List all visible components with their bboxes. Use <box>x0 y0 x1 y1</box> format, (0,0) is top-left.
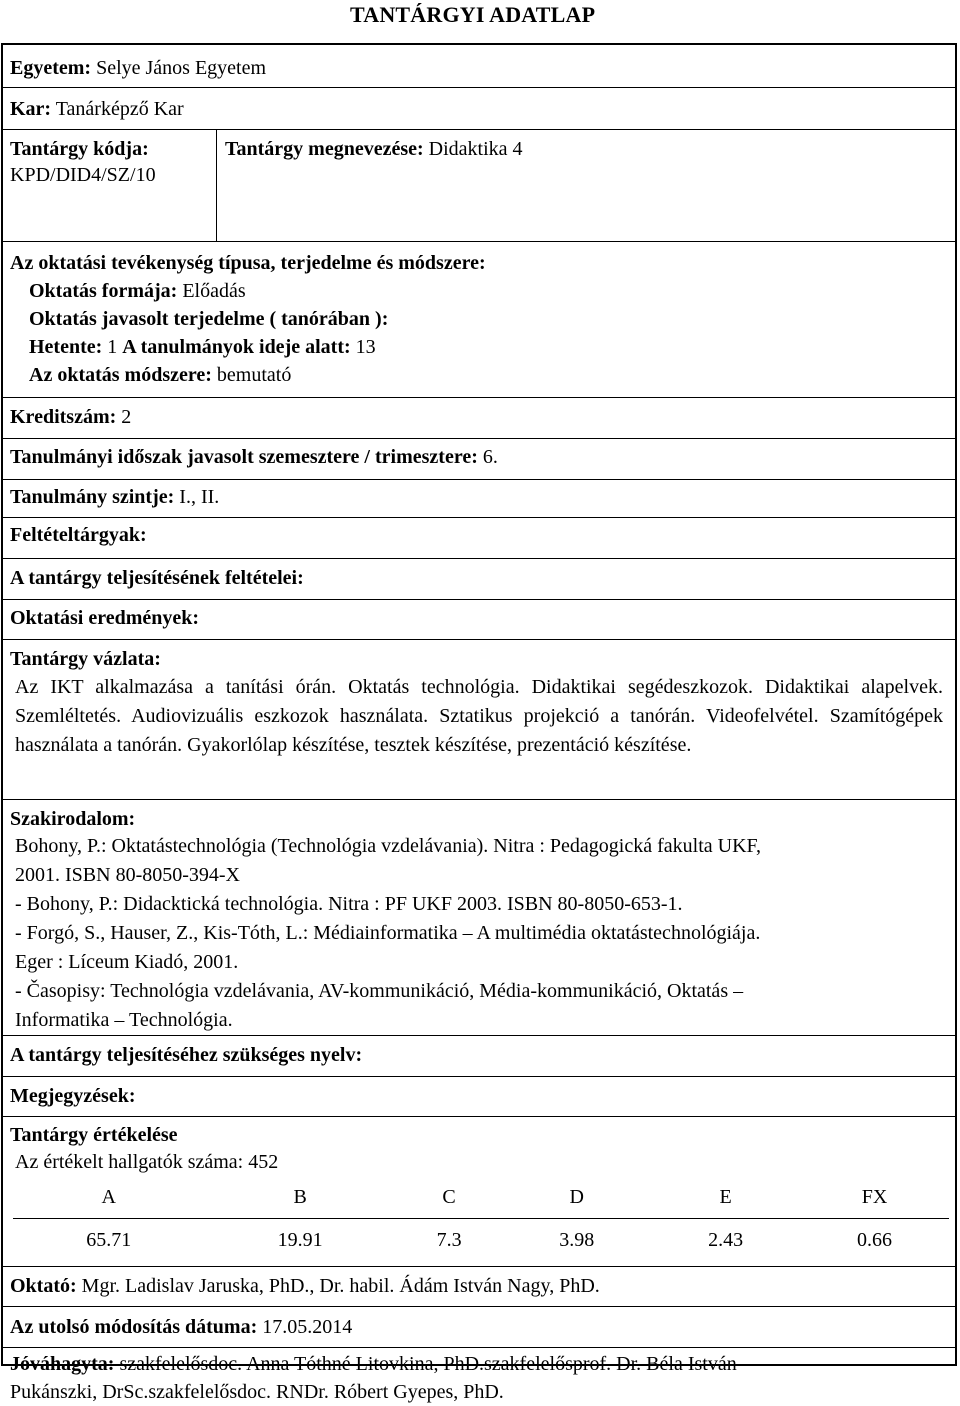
course-code-value: KPD/DID4/SZ/10 <box>10 164 156 186</box>
course-row <box>3 130 955 242</box>
grade-header: B <box>204 1176 395 1219</box>
course-row-divider <box>216 130 217 241</box>
grade-percentage: 7.3 <box>436 1228 462 1251</box>
grade-header-row <box>13 1176 949 1219</box>
weekly-value: 1 <box>107 336 118 358</box>
scope-label: Oktatás javasolt terjedelme ( tanórában ): <box>29 308 389 330</box>
modified-label: Az utolsó módosítás dátuma: <box>10 1316 258 1338</box>
approved-row <box>3 1348 955 1403</box>
level-label: Tanulmány szintje: <box>10 486 175 508</box>
language-label: A tantárgy teljesítéséhez szükséges nyelv: <box>10 1044 363 1066</box>
prerequisites-label: Feltételtárgyak: <box>10 524 147 546</box>
grade-percentage: 0.66 <box>857 1228 893 1251</box>
grade-percentage: 65.71 <box>86 1228 132 1251</box>
grade-percentage-row <box>13 1219 949 1262</box>
term-row <box>3 439 955 480</box>
literature-label: Szakirodalom: <box>10 808 136 830</box>
activity-heading: Az oktatási tevékenység típusa, terjedelme és módszere: <box>10 252 486 274</box>
completion-label: A tantárgy teljesítésének feltételei: <box>10 567 304 589</box>
outline-label: Tantárgy vázlata: <box>10 648 161 670</box>
datasheet-frame <box>1 43 957 1403</box>
literature-item: 2001. ISBN 80-8050-394-X <box>15 864 240 886</box>
faculty-value: Tanárképző Kar <box>55 98 184 120</box>
semester-label: A tanulmányok ideje alatt: <box>122 336 351 358</box>
form-label: Oktatás formája: <box>29 280 178 302</box>
term-value: 6. <box>482 446 498 468</box>
literature-item: - Bohony, P.: Didacktická technológia. Nitra : PF UKF 2003. ISBN 80-8050-653-1. <box>15 893 683 915</box>
evaluated-students: Az értékelt hallgatók száma: 452 <box>15 1151 279 1173</box>
teacher-value: Mgr. Ladislav Jaruska, PhD., Dr. habil. Ádám István Nagy, PhD. <box>81 1275 600 1297</box>
course-code-label: Tantárgy kódja: <box>10 138 149 160</box>
literature-item: Eger : Líceum Kiadó, 2001. <box>15 951 239 973</box>
grade-header: C <box>396 1176 502 1219</box>
literature-item: - Časopisy: Technológia vzdelávania, AV-kommunikáció, Média-kommunikáció, Oktatás – <box>15 980 744 1002</box>
course-name-value: Didaktika 4 <box>428 138 523 160</box>
approved-line2: Pukánszki, DrSc.szakfelelősdoc. RNDr. Róbert Gyepes, PhD. <box>10 1381 504 1403</box>
credits-label: Kreditszám: <box>10 406 117 428</box>
completion-row <box>3 559 955 600</box>
approved-line1: szakfelelősdoc. Anna Tóthné Litovkina, PhD.szakfelelősprof. Dr. Béla István <box>119 1353 737 1375</box>
university-value: Selye János Egyetem <box>96 57 267 79</box>
literature-item: - Forgó, S., Hauser, Z., Kis-Tóth, L.: Médiainformatika – A multimédia oktatástechnológiája. <box>15 922 761 944</box>
term-label: Tanulmányi időszak javasolt szemesztere / trimesztere: <box>10 446 478 468</box>
method-label: Az oktatás módszere: <box>29 364 212 386</box>
outline-text: Az IKT alkalmazása a tanítási órán. Oktatás technológia. Didaktikai segédeszkozok. Didaktikai alapelvek. Szemléltetés. Audiovizuális eszkozok használata. Sztatikus projekció a tanórán. Videofelvétel. Szamítógépek használata a tanórán. Gyakorlólap készítése, tesztek készítése, prezentáció készítése. <box>15 676 943 756</box>
approved-label: Jóváhagyta: <box>10 1353 115 1375</box>
university-label: Egyetem: <box>10 57 92 79</box>
credits-row <box>3 398 955 439</box>
grade-header: D <box>502 1176 651 1219</box>
prerequisites-row <box>3 518 955 559</box>
literature-item: Bohony, P.: Oktatástechnológia (Technológia vzdelávania). Nitra : Pedagogická fakulta UKF, <box>15 835 762 857</box>
activity-row <box>3 242 955 398</box>
university-row <box>3 45 955 88</box>
grade-percentage: 19.91 <box>277 1228 323 1251</box>
notes-label: Megjegyzések: <box>10 1085 136 1107</box>
faculty-label: Kar: <box>10 98 52 120</box>
semester-value: 13 <box>355 336 376 358</box>
level-value: I., II. <box>179 486 220 508</box>
grade-header: FX <box>800 1176 949 1219</box>
credits-value: 2 <box>121 406 132 428</box>
form-value: Előadás <box>182 280 246 302</box>
grade-header: E <box>651 1176 800 1219</box>
evaluation-label: Tantárgy értékelése <box>10 1124 178 1146</box>
teacher-row <box>3 1267 955 1307</box>
notes-row <box>3 1077 955 1117</box>
evaluation-row <box>3 1117 955 1267</box>
grade-percentage: 3.98 <box>559 1228 595 1251</box>
grade-table <box>13 1176 949 1261</box>
modified-value: 17.05.2014 <box>262 1316 353 1338</box>
literature-row <box>3 800 955 1036</box>
modified-row <box>3 1307 955 1348</box>
grade-percentage: 2.43 <box>708 1228 744 1251</box>
grade-header: A <box>13 1176 204 1219</box>
outcomes-row <box>3 600 955 640</box>
level-row <box>3 480 955 518</box>
literature-item: Informatika – Technológia. <box>15 1009 233 1031</box>
outcomes-label: Oktatási eredmények: <box>10 607 200 629</box>
outline-row <box>3 640 955 800</box>
course-name-label: Tantárgy megnevezése: <box>225 138 424 160</box>
language-row <box>3 1036 955 1077</box>
teacher-label: Oktató: <box>10 1275 77 1297</box>
method-value: bemutató <box>216 364 292 386</box>
faculty-row <box>3 88 955 130</box>
weekly-label: Hetente: <box>29 336 103 358</box>
document-title: TANTÁRGYI ADATLAP <box>350 2 596 27</box>
